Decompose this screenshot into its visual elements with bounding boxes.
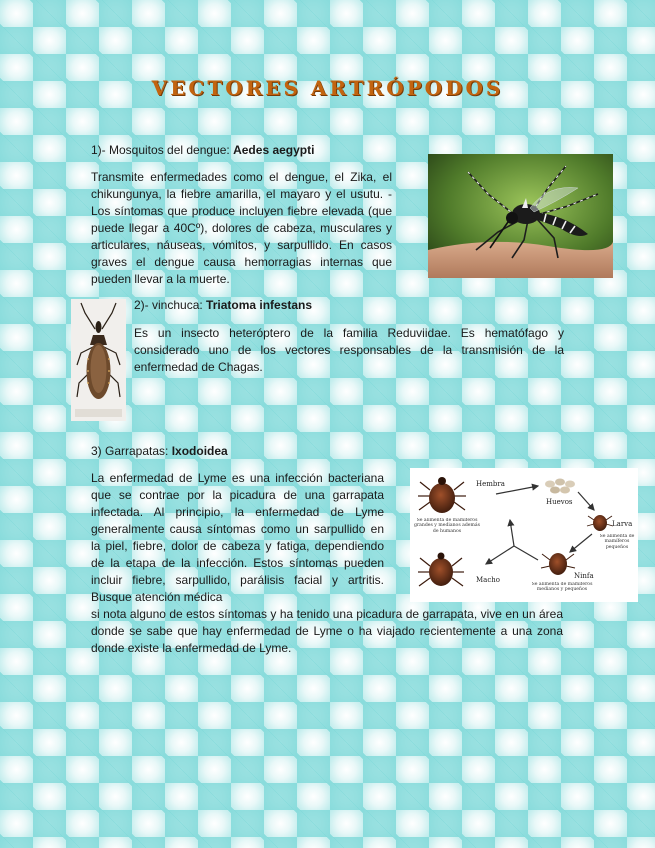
section-2-species: Triatoma infestans [206, 298, 313, 312]
section-3-species: Ixodoidea [171, 444, 228, 458]
diagram-label-ninfa: Ninfa [574, 572, 594, 580]
section-3-heading [91, 443, 351, 460]
section-2-body: Es un insecto heteróptero de la familia Reduviidae. Es hematófago y considerado uno de los vectores responsables de la transmisión de la enfermedad de Chagas. [134, 326, 564, 374]
diagram-label-hembra: Hembra [476, 480, 505, 488]
section-2-heading-prefix: 2)- vinchuca: [134, 298, 207, 312]
page-title: VECTORES ARTRÓPODOS [151, 76, 504, 100]
tick-life-cycle-diagram [410, 468, 638, 602]
section-1-heading-prefix: 1)- Mosquitos del dengue: [91, 143, 234, 157]
section-1-heading [91, 142, 351, 159]
diagram-note-ninfa: Se alimenta de mamíferos medianos y pequeños [531, 582, 593, 593]
section-1-body: Transmite enfermedades como el dengue, el Zika, el chikungunya, la fiebre amarilla, el mayaro y el usutu. -Los síntomas que produce incluyen fiebre elevada (que puede llegar a 40Cº), dolores de cabeza, musculares y articulares, náuseas, vómitos, y sarpullido. En casos graves el dengue causa hemorragias internas que pueden llevar a la muerte. [91, 170, 392, 286]
section-3-body-full: si nota alguno de estos síntomas y ha tenido una picadura de garrapata, vive en un área donde se sabe que hay enfermedad de Lyme o ha viajado recientemente a una zona donde existe la enfermedad de Lyme. [91, 607, 563, 655]
diagram-label-macho: Macho [476, 576, 500, 584]
triatoma-photo [71, 299, 126, 421]
diagram-label-huevos: Huevos [546, 498, 573, 506]
mosquito-photo [428, 154, 613, 278]
diagram-note-adults: Se alimenta de mamíferos grandes y medianos además de humanos [414, 518, 480, 534]
diagram-label-larva: Larva [612, 520, 633, 528]
section-3-body-wrapped: La enfermedad de Lyme es una infección bacteriana que se contrae por la picadura de una garrapata infectada. Al principio, la enfermedad de Lyme generalmente causa síntomas como un sarpullido en la piel, fiebre, dolor de cabeza y fatiga, dependiendo de la etapa de la infección. Estos síntomas pueden incluir fiebre, sarpullido, parálisis facial y artritis. Busque atención médica [91, 471, 384, 604]
section-1-species: Aedes aegypti [233, 143, 315, 157]
diagram-note-larva: Se alimenta de mamíferos pequeños [599, 534, 635, 550]
section-2-heading [134, 297, 434, 314]
section-3-heading-prefix: 3) Garrapatas: [91, 444, 172, 458]
